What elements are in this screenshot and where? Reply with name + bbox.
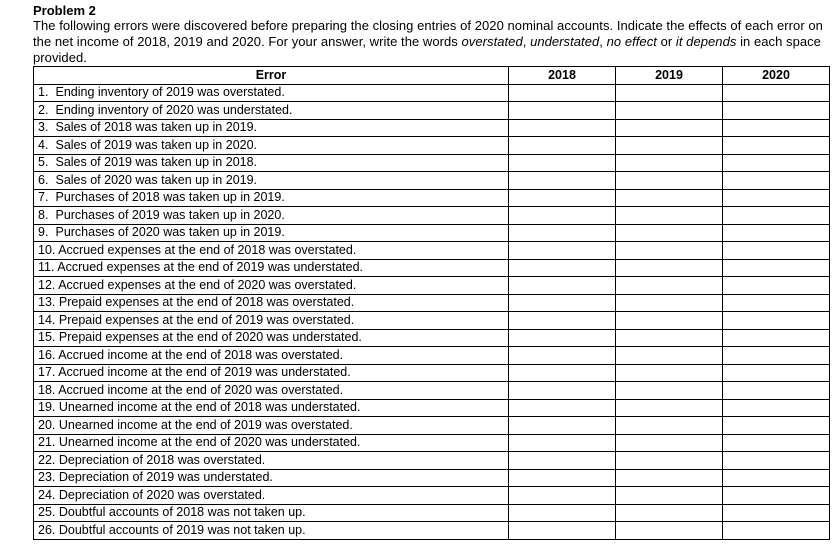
table-row xyxy=(34,434,830,452)
answer-cell-2018[interactable] xyxy=(509,417,616,435)
table-row xyxy=(34,347,830,365)
answer-cell-2018[interactable] xyxy=(509,469,616,487)
table-row xyxy=(34,382,830,400)
error-number: 25. xyxy=(38,505,56,520)
error-description xyxy=(34,259,509,277)
table-row xyxy=(34,294,830,312)
answer-cell-2019[interactable] xyxy=(616,469,723,487)
answer-cell-2019[interactable] xyxy=(616,312,723,330)
table-row xyxy=(34,84,830,102)
intro-word-overstated: overstated xyxy=(461,34,523,49)
answer-cell-2018[interactable] xyxy=(509,277,616,295)
answer-cell-2018[interactable] xyxy=(509,399,616,417)
table-row xyxy=(34,504,830,522)
error-text: Sales of 2018 was taken up in 2019. xyxy=(55,120,258,135)
error-number: 10. xyxy=(38,242,56,257)
error-text: Purchases of 2020 was taken up in 2019. xyxy=(55,225,285,240)
error-text: Doubtful accounts of 2019 was not taken up. xyxy=(58,522,306,537)
error-number: 7. xyxy=(38,190,49,205)
table-row xyxy=(34,487,830,505)
answer-cell-2020[interactable] xyxy=(723,119,830,137)
error-description xyxy=(34,522,509,540)
answer-cell-2019[interactable] xyxy=(616,329,723,347)
error-description xyxy=(34,364,509,382)
error-description xyxy=(34,294,509,312)
answer-cell-2019[interactable] xyxy=(616,294,723,312)
error-text: Unearned income at the end of 2019 was overstated. xyxy=(58,417,353,432)
error-number: 26. xyxy=(38,522,56,537)
answer-cell-2019[interactable] xyxy=(616,259,723,277)
intro-text-1: The following errors were discovered before preparing the closing entries of 2020 nominal accounts. Indicate the effects of each error on the net income of 2018, 2019 and 2020. For your answer, write the words xyxy=(33,18,823,49)
table-row xyxy=(34,242,830,260)
answer-cell-2018[interactable] xyxy=(509,189,616,207)
error-description xyxy=(34,434,509,452)
intro-text-end: in each space provided. xyxy=(33,34,821,65)
error-text: Doubtful accounts of 2018 was not taken up. xyxy=(58,505,306,520)
answer-cell-2020[interactable] xyxy=(723,102,830,120)
error-number: 6. xyxy=(38,172,49,187)
error-text: Prepaid expenses at the end of 2020 was understated. xyxy=(58,330,362,345)
answer-cell-2019[interactable] xyxy=(616,487,723,505)
error-text: Ending inventory of 2020 was understated. xyxy=(55,102,293,117)
answer-cell-2019[interactable] xyxy=(616,522,723,540)
error-number: 14. xyxy=(38,312,56,327)
error-description xyxy=(34,137,509,155)
answer-cell-2019[interactable] xyxy=(616,242,723,260)
error-number: 20. xyxy=(38,417,56,432)
error-number: 21. xyxy=(38,435,56,450)
answer-cell-2020[interactable] xyxy=(723,504,830,522)
error-number: 9. xyxy=(38,225,49,240)
answer-cell-2020[interactable] xyxy=(723,137,830,155)
error-description xyxy=(34,487,509,505)
answer-cell-2020[interactable] xyxy=(723,242,830,260)
error-number: 19. xyxy=(38,400,56,415)
answer-cell-2019[interactable] xyxy=(616,224,723,242)
errors-table xyxy=(33,66,830,540)
answer-cell-2019[interactable] xyxy=(616,172,723,190)
answer-cell-2019[interactable] xyxy=(616,347,723,365)
table-row xyxy=(34,259,830,277)
answer-cell-2020[interactable] xyxy=(723,294,830,312)
intro-sep-2: , xyxy=(599,34,607,49)
error-description xyxy=(34,417,509,435)
table-row xyxy=(34,364,830,382)
error-number: 15. xyxy=(38,330,56,345)
error-number: 17. xyxy=(38,365,56,380)
header-2018: 2018 xyxy=(509,67,616,85)
table-row xyxy=(34,172,830,190)
answer-cell-2019[interactable] xyxy=(616,452,723,470)
error-text: Purchases of 2019 was taken up in 2020. xyxy=(55,207,285,222)
problem-instructions xyxy=(33,18,833,66)
error-number: 2. xyxy=(38,102,49,117)
intro-word-understated: understated xyxy=(530,34,600,49)
answer-cell-2018[interactable] xyxy=(509,84,616,102)
table-row xyxy=(34,207,830,225)
error-description xyxy=(34,452,509,470)
table-row xyxy=(34,224,830,242)
table-row xyxy=(34,399,830,417)
error-text: Depreciation of 2019 was understated. xyxy=(58,470,273,485)
answer-cell-2018[interactable] xyxy=(509,154,616,172)
error-description xyxy=(34,207,509,225)
table-row xyxy=(34,119,830,137)
answer-cell-2020[interactable] xyxy=(723,522,830,540)
table-row xyxy=(34,469,830,487)
table-body xyxy=(34,84,830,539)
answer-cell-2018[interactable] xyxy=(509,452,616,470)
problem-title: Problem 2 xyxy=(33,3,96,18)
error-number: 13. xyxy=(38,295,56,310)
answer-cell-2019[interactable] xyxy=(616,137,723,155)
answer-cell-2019[interactable] xyxy=(616,364,723,382)
answer-cell-2018[interactable] xyxy=(509,294,616,312)
answer-cell-2019[interactable] xyxy=(616,102,723,120)
error-description xyxy=(34,172,509,190)
answer-cell-2018[interactable] xyxy=(509,242,616,260)
table-row xyxy=(34,417,830,435)
table-row xyxy=(34,102,830,120)
intro-word-no-effect: no effect xyxy=(606,34,657,49)
answer-cell-2019[interactable] xyxy=(616,277,723,295)
answer-cell-2020[interactable] xyxy=(723,417,830,435)
error-text: Ending inventory of 2019 was overstated. xyxy=(55,85,285,100)
answer-cell-2019[interactable] xyxy=(616,417,723,435)
answer-cell-2018[interactable] xyxy=(509,364,616,382)
answer-cell-2020[interactable] xyxy=(723,224,830,242)
table-row xyxy=(34,137,830,155)
table-row xyxy=(34,189,830,207)
error-text: Prepaid expenses at the end of 2018 was overstated. xyxy=(58,295,355,310)
answer-cell-2020[interactable] xyxy=(723,382,830,400)
answer-cell-2020[interactable] xyxy=(723,84,830,102)
error-description xyxy=(34,382,509,400)
answer-cell-2020[interactable] xyxy=(723,434,830,452)
answer-cell-2019[interactable] xyxy=(616,399,723,417)
answer-cell-2018[interactable] xyxy=(509,172,616,190)
answer-cell-2019[interactable] xyxy=(616,84,723,102)
error-number: 3. xyxy=(38,120,49,135)
answer-cell-2018[interactable] xyxy=(509,137,616,155)
answer-cell-2020[interactable] xyxy=(723,399,830,417)
answer-cell-2019[interactable] xyxy=(616,119,723,137)
header-error: Error xyxy=(34,67,509,85)
answer-cell-2020[interactable] xyxy=(723,452,830,470)
error-description xyxy=(34,329,509,347)
answer-cell-2019[interactable] xyxy=(616,189,723,207)
error-description xyxy=(34,154,509,172)
error-text: Accrued expenses at the end of 2020 was overstated. xyxy=(58,277,357,292)
answer-cell-2018[interactable] xyxy=(509,522,616,540)
answer-cell-2020[interactable] xyxy=(723,312,830,330)
error-text: Accrued expenses at the end of 2019 was understated. xyxy=(57,260,364,275)
answer-cell-2020[interactable] xyxy=(723,487,830,505)
answer-cell-2020[interactable] xyxy=(723,277,830,295)
answer-cell-2020[interactable] xyxy=(723,189,830,207)
answer-cell-2018[interactable] xyxy=(509,329,616,347)
answer-cell-2019[interactable] xyxy=(616,382,723,400)
table-row xyxy=(34,522,830,540)
error-description xyxy=(34,224,509,242)
answer-cell-2020[interactable] xyxy=(723,347,830,365)
table-header-row xyxy=(34,67,830,85)
error-description xyxy=(34,102,509,120)
error-description xyxy=(34,399,509,417)
error-text: Accrued income at the end of 2019 was understated. xyxy=(58,365,351,380)
error-number: 24. xyxy=(38,487,56,502)
error-description xyxy=(34,84,509,102)
error-number: 22. xyxy=(38,452,56,467)
answer-cell-2018[interactable] xyxy=(509,119,616,137)
answer-cell-2019[interactable] xyxy=(616,207,723,225)
error-description xyxy=(34,469,509,487)
table-row xyxy=(34,154,830,172)
error-description xyxy=(34,312,509,330)
answer-cell-2020[interactable] xyxy=(723,469,830,487)
error-number: 16. xyxy=(38,347,56,362)
answer-cell-2018[interactable] xyxy=(509,102,616,120)
answer-cell-2020[interactable] xyxy=(723,364,830,382)
answer-cell-2019[interactable] xyxy=(616,504,723,522)
error-number: 5. xyxy=(38,155,49,170)
answer-cell-2020[interactable] xyxy=(723,154,830,172)
table-row xyxy=(34,277,830,295)
answer-cell-2018[interactable] xyxy=(509,487,616,505)
error-description xyxy=(34,504,509,522)
error-text: Sales of 2019 was taken up in 2020. xyxy=(55,137,258,152)
intro-or: or xyxy=(656,34,676,49)
answer-cell-2018[interactable] xyxy=(509,312,616,330)
error-description xyxy=(34,119,509,137)
error-text: Accrued expenses at the end of 2018 was overstated. xyxy=(58,242,357,257)
error-text: Accrued income at the end of 2020 was overstated. xyxy=(58,382,344,397)
intro-sep-1: , xyxy=(522,34,531,49)
error-number: 11. xyxy=(38,260,55,275)
error-text: Purchases of 2018 was taken up in 2019. xyxy=(55,190,285,205)
error-text: Prepaid expenses at the end of 2019 was overstated. xyxy=(58,312,355,327)
error-number: 18. xyxy=(38,382,56,397)
answer-cell-2018[interactable] xyxy=(509,434,616,452)
answer-cell-2020[interactable] xyxy=(723,172,830,190)
error-text: Depreciation of 2020 was overstated. xyxy=(58,487,266,502)
error-description xyxy=(34,277,509,295)
error-description xyxy=(34,242,509,260)
error-number: 23. xyxy=(38,470,56,485)
error-text: Unearned income at the end of 2018 was understated. xyxy=(58,400,361,415)
error-description xyxy=(34,347,509,365)
answer-cell-2020[interactable] xyxy=(723,329,830,347)
table-row xyxy=(34,452,830,470)
document-page xyxy=(33,3,833,540)
answer-cell-2018[interactable] xyxy=(509,259,616,277)
answer-cell-2018[interactable] xyxy=(509,347,616,365)
header-2020: 2020 xyxy=(723,67,830,85)
error-text: Unearned income at the end of 2020 was understated. xyxy=(58,435,361,450)
answer-cell-2018[interactable] xyxy=(509,504,616,522)
error-number: 1. xyxy=(38,85,49,100)
error-text: Depreciation of 2018 was overstated. xyxy=(58,452,266,467)
answer-cell-2020[interactable] xyxy=(723,207,830,225)
answer-cell-2018[interactable] xyxy=(509,382,616,400)
answer-cell-2019[interactable] xyxy=(616,154,723,172)
answer-cell-2018[interactable] xyxy=(509,224,616,242)
table-row xyxy=(34,329,830,347)
answer-cell-2018[interactable] xyxy=(509,207,616,225)
error-number: 12. xyxy=(38,277,56,292)
table-row xyxy=(34,312,830,330)
intro-word-it-depends: it depends xyxy=(675,34,737,49)
answer-cell-2019[interactable] xyxy=(616,434,723,452)
error-description xyxy=(34,189,509,207)
error-text: Accrued income at the end of 2018 was overstated. xyxy=(58,347,344,362)
error-number: 8. xyxy=(38,207,49,222)
error-text: Sales of 2020 was taken up in 2019. xyxy=(55,172,258,187)
error-number: 4. xyxy=(38,137,49,152)
answer-cell-2020[interactable] xyxy=(723,259,830,277)
error-text: Sales of 2019 was taken up in 2018. xyxy=(55,155,258,170)
header-2019: 2019 xyxy=(616,67,723,85)
